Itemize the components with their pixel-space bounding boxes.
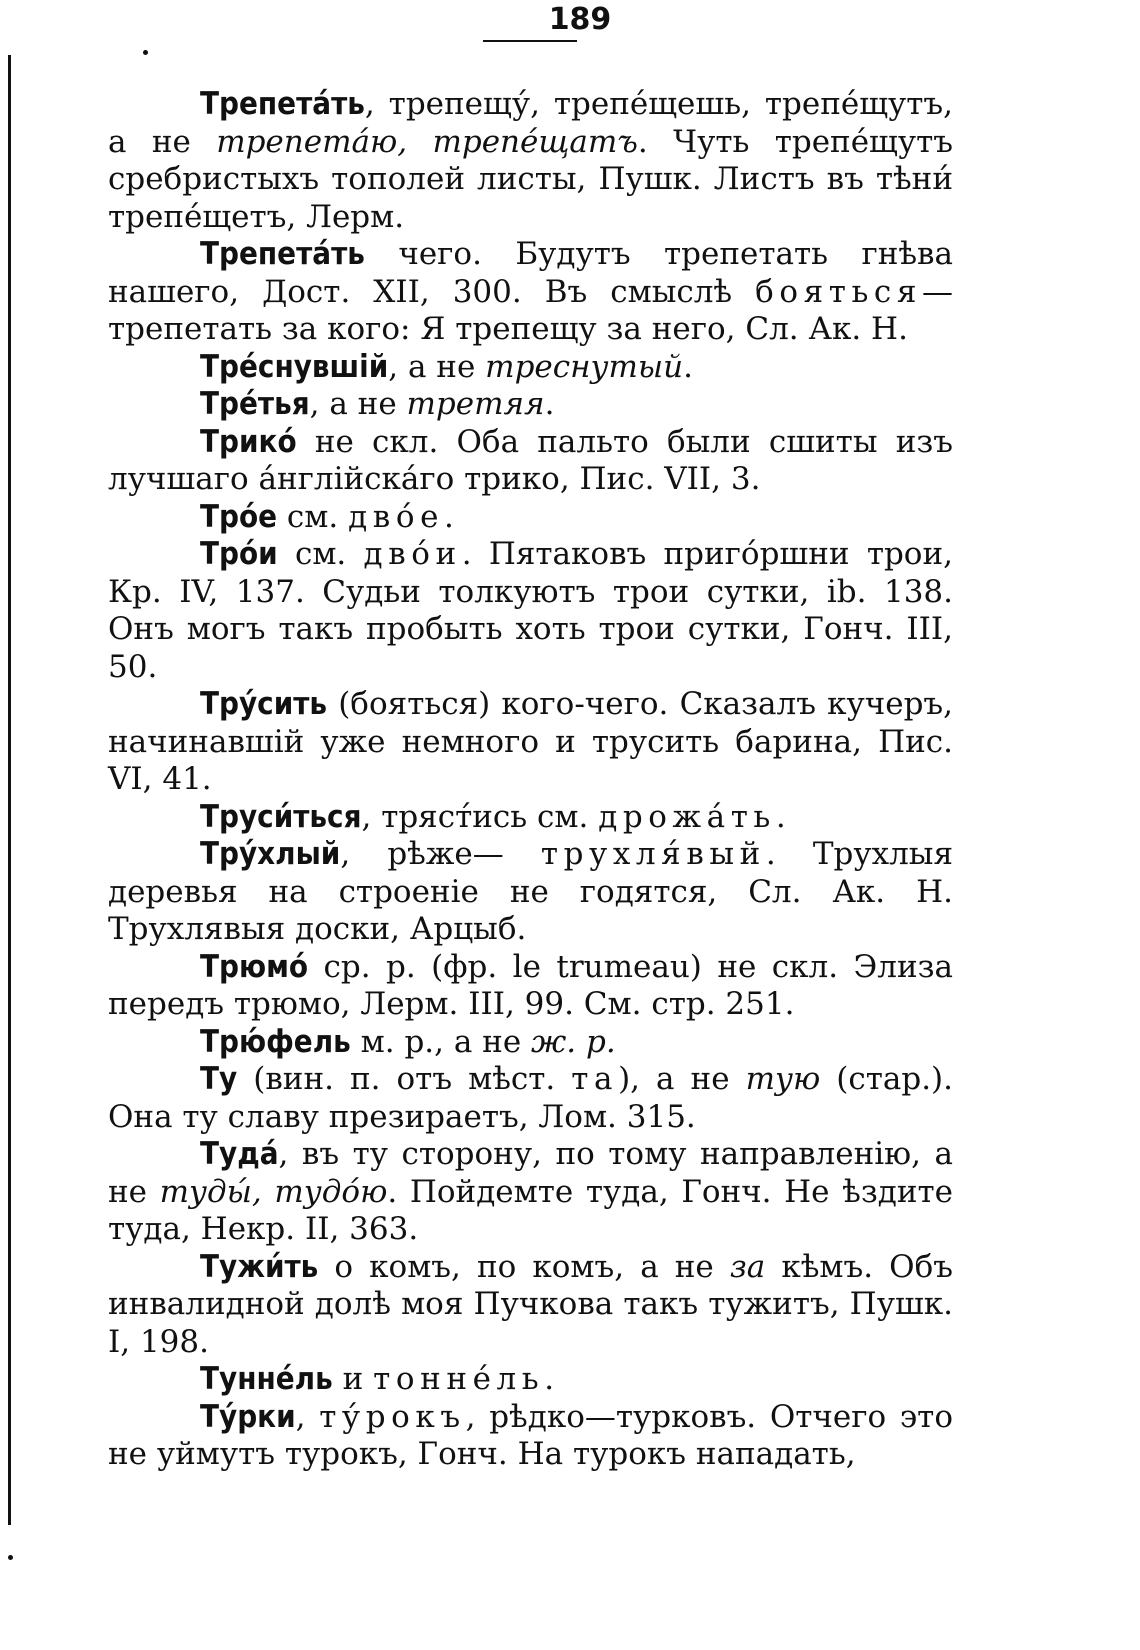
entry: Трепета́ть, трепещу́, трепе́щешь, трепе́щутъ, а не трепета́ю, трепе́щатъ. Чуть трепе́щутъ сребристыхъ тополей листы, Пушк. Листъ въ тѣни́ трепе́щетъ, Лерм.: [108, 86, 953, 235]
headword: Туда́: [200, 1136, 279, 1172]
headword: Тру́хлый: [200, 836, 341, 872]
headword: Тре́тья: [200, 386, 310, 422]
entry: Тужи́ть о комъ, по комъ, а не за кѣмъ. Объ инвалидной долѣ моя Пучкова такъ тужитъ, Пушк. I, 198.: [108, 1248, 953, 1360]
headword: Ту: [200, 1061, 238, 1097]
entry: Трико́ не скл. Оба пальто были сшиты изъ лучшаго а́нглійска́го трико, Пис. VII, 3.: [108, 423, 953, 497]
entry: Трюмо́ ср. р. (фр. le trumeau) не скл. Элиза передъ трюмо, Лерм. III, 99. См. стр. 251.: [108, 948, 953, 1022]
headword: Тунне́ль: [200, 1361, 333, 1397]
headword: Трю́фель: [200, 1023, 351, 1060]
entry: Тро́е см. дво́е.: [200, 498, 454, 535]
entry: Трю́фель м. р., а не ж. р.: [200, 1023, 616, 1060]
entry: Труси́ться, тряст́ись см. дрожа́ть.: [200, 798, 786, 835]
headword: Трюмо́: [200, 948, 309, 985]
headword: Трико́: [200, 423, 297, 460]
page-number-rule: [483, 40, 577, 42]
headword: Труси́ться: [200, 798, 362, 835]
entry: Ту (вин. п. отъ мѣст. та), а не тую (стар.). Она ту славу презираетъ, Лом. 315.: [108, 1061, 954, 1135]
entry: Трепета́ть чего. Будутъ трепетать гнѣва нашего, Дост. XII, 300. Въ смыслѣ бояться— трепетать за кого: Я трепещу за него, Сл. Ак. Н.: [108, 236, 953, 347]
margin-binding-line: [8, 55, 11, 1525]
headword: Ту́рки: [200, 1398, 296, 1435]
entry: Туда́, въ ту сторону, по тому направленію, а не туды́, тудо́ю. Пойдемте туда, Гонч. Не ѣздите туда, Некр. II, 363.: [108, 1136, 953, 1247]
print-speck: [8, 1555, 13, 1560]
print-speck: [143, 50, 148, 55]
headword: Тужи́ть: [200, 1248, 319, 1285]
entry: Тре́тья, а не третяя.: [200, 386, 555, 422]
headword: Тру́сить: [200, 686, 328, 722]
headword: Тро́е: [200, 498, 278, 535]
headword: Трепета́ть: [200, 236, 365, 272]
entry: Тру́сить (бояться) кого-чего. Сказалъ кучеръ, начинавшій уже немного и трусить барина, Пис. VI, 41.: [108, 686, 953, 797]
entry: Тунне́ль и тонне́ль.: [200, 1361, 555, 1397]
headword: Трепета́ть: [200, 86, 365, 122]
dictionary-text: [108, 86, 953, 1474]
headword: Тре́снувшій: [200, 348, 389, 385]
headword: Тро́и: [200, 536, 278, 572]
page-number: 189: [548, 2, 612, 37]
entry: Тру́хлый, рѣже— трухля́вый. Трухлыя деревья на строеніе не годятся, Сл. Ак. Н. Трухлявыя доски, Арцыб.: [108, 836, 954, 947]
entry: Ту́рки, ту́рокъ, рѣдко—турковъ. Отчего это не уймутъ турокъ, Гонч. На турокъ нападать,: [108, 1398, 953, 1472]
entry: Тре́снувшій, а не треснутый.: [200, 348, 693, 385]
entry: Тро́и см. дво́и. Пятаковъ приго́ршни трои, Кр. IV, 137. Судьи толкуютъ трои сутки, ib. 138. Онъ могъ такъ пробыть хоть трои сутки, Гонч. III, 50.: [108, 536, 953, 685]
